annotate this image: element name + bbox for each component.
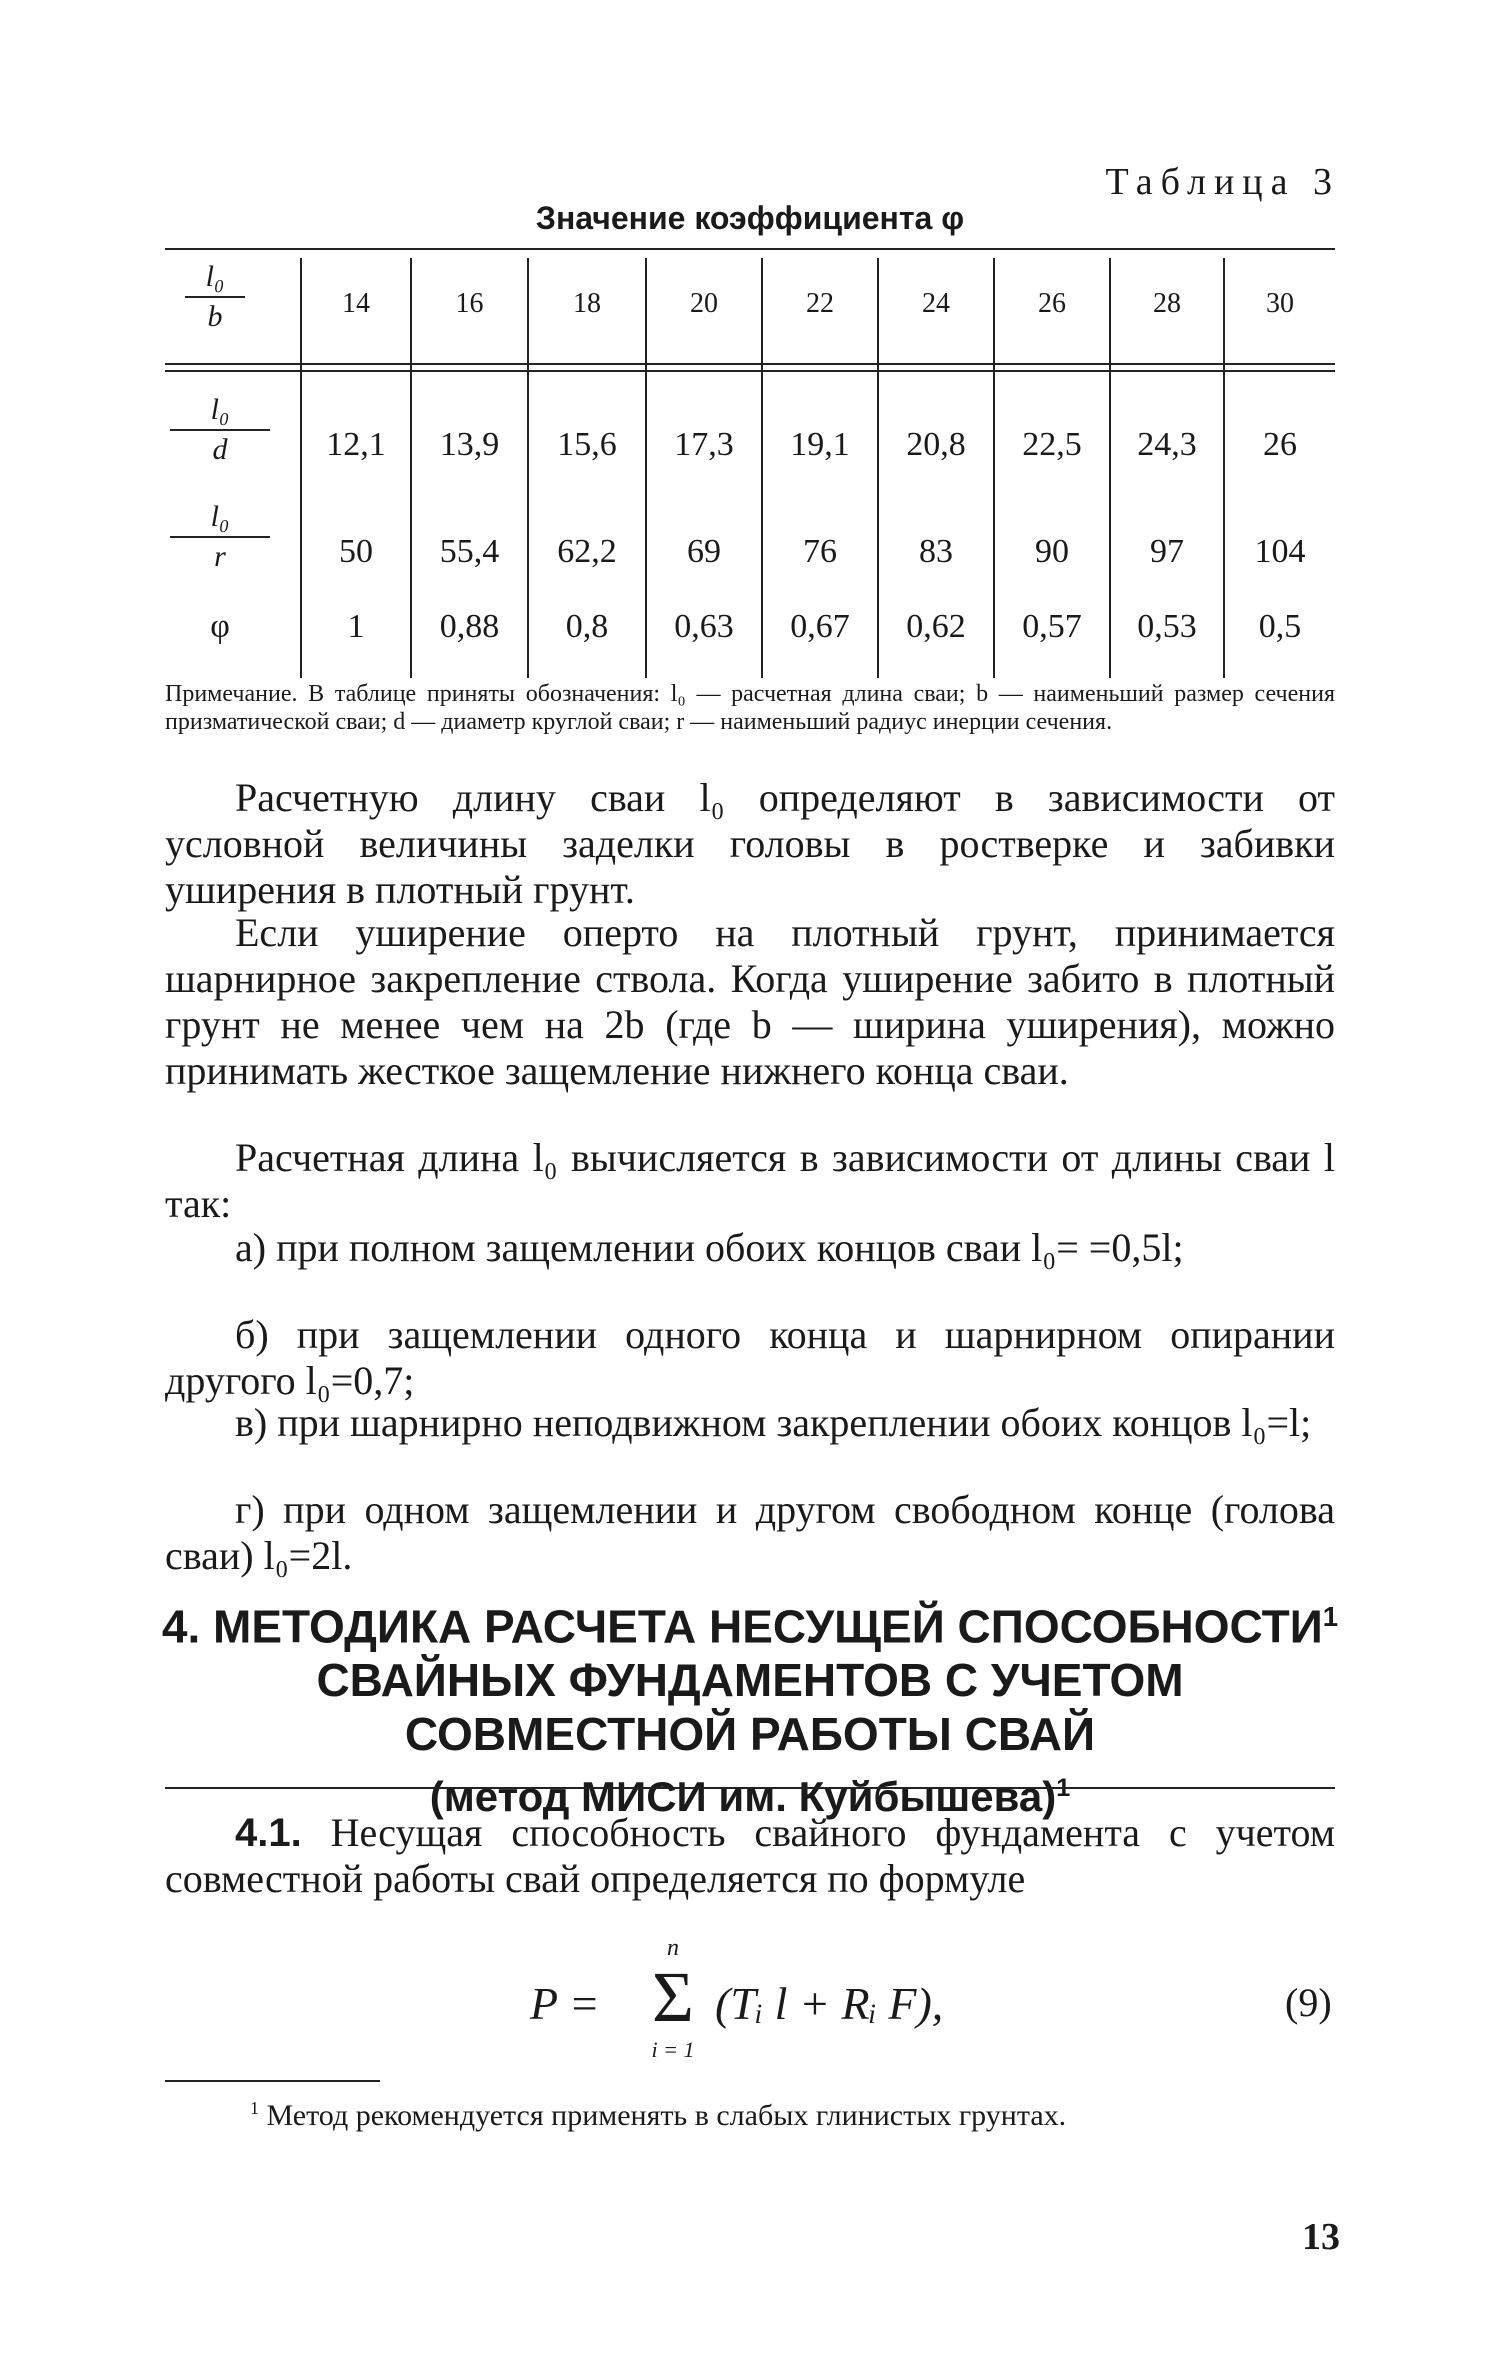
footnote-divider bbox=[165, 2080, 380, 2082]
table-cell: 17,3 bbox=[674, 426, 734, 463]
table-cell: 83 bbox=[919, 533, 953, 570]
table-cell: 15,6 bbox=[557, 426, 617, 463]
column-header: 26 bbox=[1038, 288, 1066, 319]
table-cell: 50 bbox=[339, 533, 373, 570]
fraction-denominator: d bbox=[212, 433, 228, 466]
paragraph: Расчетная длина l₀ вычисляется в зависимости от длины сваи l так: bbox=[165, 1135, 1335, 1226]
table-note: Примечание. В таблице приняты обозначения: l₀ — расчетная длина сваи; b — наименьший размер сечения призматической сваи; d — диаметр круглой сваи; r — наименьший радиус инерции сечения. bbox=[165, 681, 1335, 735]
table-label: Таблица 3 bbox=[1105, 161, 1340, 203]
header-fraction bbox=[185, 260, 245, 334]
fraction-denominator: b bbox=[207, 300, 223, 333]
table-cell: 0,67 bbox=[790, 608, 850, 645]
row-label-l0-r bbox=[165, 500, 275, 574]
fraction-numerator: l₀ bbox=[210, 393, 230, 426]
sum-lower-limit: i = 1 bbox=[651, 2037, 695, 2062]
row-label-phi: φ bbox=[210, 608, 230, 645]
equation-number: (9) bbox=[1285, 1980, 1332, 2025]
footnote-marker: 1 bbox=[250, 2098, 259, 2118]
column-header: 24 bbox=[922, 288, 950, 319]
table-cell: 0,62 bbox=[906, 608, 966, 645]
paragraph: Если уширение оперто на плотный грунт, принимается шарнирное закрепление ствола. Когда уширение забито в плотный грунт не менее чем на 2b (где b — ширина уширения), можно принимать жесткое защемление нижнего конца сваи. bbox=[165, 910, 1335, 1093]
formula-9 bbox=[0, 1935, 1500, 2065]
paragraph-4-1 bbox=[165, 1810, 1335, 1902]
fraction-numerator: l₀ bbox=[205, 260, 225, 293]
section-heading bbox=[0, 1590, 1500, 1824]
fraction-denominator: r bbox=[214, 540, 226, 573]
column-header: 20 bbox=[690, 288, 718, 319]
section-divider bbox=[165, 1787, 1335, 1789]
table-cell: 90 bbox=[1035, 533, 1069, 570]
list-item: в) при шарнирно неподвижном закреплении обоих концов l₀=l; bbox=[235, 1400, 1312, 1445]
page-number: 13 bbox=[1302, 2216, 1340, 2258]
sum-icon: Σ bbox=[652, 1957, 694, 2037]
table-cell: 13,9 bbox=[439, 426, 500, 463]
table-cell: 97 bbox=[1150, 533, 1184, 570]
table-cell: 104 bbox=[1254, 533, 1306, 570]
section-heading-line: (метод МИСИ им. Куйбышева) bbox=[429, 1773, 1057, 1821]
table-cell: 0,5 bbox=[1258, 608, 1302, 645]
table-cell: 76 bbox=[803, 533, 837, 570]
section-heading-line: 4. МЕТОДИКА РАСЧЕТА НЕСУЩЕЙ СПОСОБНОСТИ bbox=[161, 1600, 1323, 1653]
column-header: 16 bbox=[455, 288, 484, 319]
table-cell: 19,1 bbox=[790, 426, 850, 463]
formula-lhs: P = bbox=[530, 1978, 600, 2029]
table-cell: 62,2 bbox=[557, 533, 617, 570]
table-cell: 0,88 bbox=[439, 608, 500, 645]
table-cell: 12,1 bbox=[326, 426, 386, 463]
footnote-marker: 1 bbox=[1322, 1601, 1339, 1632]
list-item: г) при одном защемлении и другом свободном конце (голова сваи) l₀=2l. bbox=[165, 1487, 1335, 1578]
table-caption: Значение коэффициента φ bbox=[535, 200, 965, 236]
table-cell: 0,53 bbox=[1137, 608, 1197, 645]
list-item: б) при защемлении одного конца и шарнирном опирании другого l₀=0,7; bbox=[165, 1312, 1335, 1403]
footnote-text: Метод рекомендуется применять в слабых глинистых грунтах. bbox=[266, 2099, 1067, 2132]
table-cell: 24,3 bbox=[1137, 426, 1197, 463]
table-cell: 55,4 bbox=[439, 533, 500, 570]
column-header: 22 bbox=[806, 288, 834, 319]
column-header: 14 bbox=[342, 288, 370, 319]
section-heading-line: СВАЙНЫХ ФУНДАМЕНТОВ С УЧЕТОМ bbox=[316, 1654, 1184, 1707]
paragraph: Расчетную длину сваи l₀ определяют в зависимости от условной величины заделки головы в ростверке и забивки уширения в плотный грунт. bbox=[165, 775, 1335, 912]
table-cell: 22,5 bbox=[1022, 426, 1082, 463]
column-header: 28 bbox=[1153, 288, 1181, 319]
column-header: 18 bbox=[573, 288, 601, 319]
table-cell: 0,57 bbox=[1022, 608, 1082, 645]
table-cell: 26 bbox=[1263, 426, 1297, 463]
paragraph-text: Несущая способность свайного фундамента с учетом совместной работы свай определяется по формуле bbox=[165, 1810, 1336, 1901]
table-cell: 20,8 bbox=[906, 426, 966, 463]
paragraph-number: 4.1. bbox=[235, 1811, 302, 1855]
table-cell: 0,8 bbox=[565, 608, 609, 645]
fraction-numerator: l₀ bbox=[210, 500, 230, 533]
row-label-l0-d bbox=[165, 393, 275, 467]
table-cell: 1 bbox=[347, 608, 365, 645]
section-heading-line: СОВМЕСТНОЙ РАБОТЫ СВАЙ bbox=[404, 1708, 1096, 1761]
sum-upper-limit: n bbox=[667, 1935, 679, 1961]
list-item: а) при полном защемлении обоих концов сваи l₀= =0,5l; bbox=[235, 1225, 1184, 1270]
coefficient-table bbox=[165, 248, 1335, 678]
footnote-marker: 1 bbox=[1056, 1774, 1071, 1803]
table-cell: 0,63 bbox=[674, 608, 734, 645]
column-header: 30 bbox=[1266, 288, 1294, 319]
footnote bbox=[250, 2098, 1066, 2133]
formula-body: (Tᵢ l + Rᵢ F), bbox=[715, 1978, 944, 2029]
table-cell: 69 bbox=[687, 533, 721, 570]
